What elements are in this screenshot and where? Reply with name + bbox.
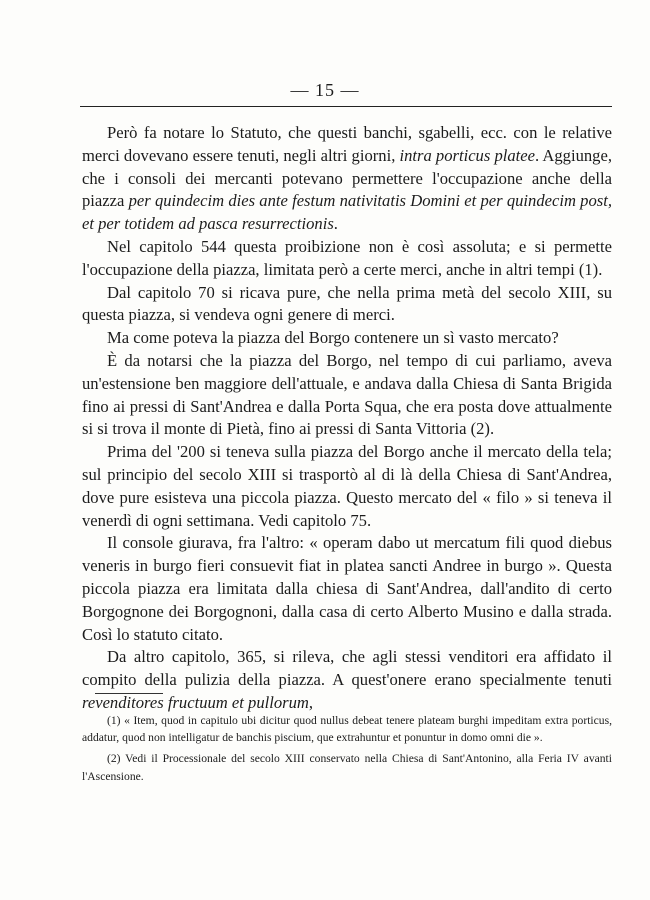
latin-quote: per quindecim dies ante festum nativitatis Domini et per quindecim post, et per totidem ad pasca resurrectionis xyxy=(82,191,612,234)
header-rule xyxy=(80,106,612,107)
text-run: Ma come poteva la piazza del Borgo contenere un sì vasto mercato? xyxy=(107,328,559,348)
text-run: Da altro capitolo, 365, si rileva, che agli stessi venditori era affidato il compito della pulizia della piazza. A quest'onere erano specialmente tenuti xyxy=(82,647,612,690)
text-run: Nel capitolo 544 questa proibizione non è così assoluta; e si permette l'occupazione della piazza, limitata però a certe merci, anche in altri tempi (1). xyxy=(82,236,612,279)
latin-quote: intra porticus platee xyxy=(399,145,536,165)
paragraph xyxy=(82,350,612,441)
paragraph xyxy=(82,236,612,282)
page-number: — 15 — xyxy=(290,80,360,100)
paragraph xyxy=(82,441,612,532)
paragraph xyxy=(82,532,612,646)
text-run: Però fa notare lo Statuto, che questi banchi, sgabelli, ecc. con le relative merci dovevano essere tenuti, negli altri giorni, xyxy=(82,123,612,165)
paragraph xyxy=(82,327,612,350)
text-run: . xyxy=(333,214,338,234)
footnote-rule xyxy=(95,693,163,694)
latin-quote: revenditores fructuum et pullorum xyxy=(82,692,309,712)
text-run: Prima del '200 si teneva sulla piazza del Borgo anche il mercato della tela; sul principio del secolo XIII si trasportò al di là della Chiesa di Sant'Andrea, dove pure esisteva una piccola piazza. Questo mercato del « filo » si teneva il venerdì di ogni settimana. Vedi capitolo 75. xyxy=(82,442,612,530)
text-run: , xyxy=(308,692,314,712)
body-text xyxy=(82,122,612,715)
footnotes xyxy=(82,712,612,789)
text-run: È da notarsi che la piazza del Borgo, nel tempo di cui parliamo, aveva un'estensione ben maggiore dell'attuale, e andava dalla Chiesa di Santa Brigida fino ai pressi di Sant'Andrea e dalla Porta Squa, che era posta dove attualmente si si trova il monte di Pietà, fino ai pressi di Santa Vittoria (2). xyxy=(82,350,612,439)
paragraph xyxy=(82,122,612,236)
footnote: (2) Vedi il Processionale del secolo XIII conservato nella Chiesa di Sant'Antonino, alla Feria IV avanti l'Ascensione. xyxy=(82,752,612,783)
text-run: Il console giurava, fra l'altro: « operam dabo ut mercatum fili quod diebus veneris in burgo fieri consuevit fiat in platea sancti Andree in burgo ». Questa piccola piazza era limitata dalla chiesa di Sant'Andrea, dall'andito di certo Borgognone dei Borgognoni, dalla casa di certo Alberto Musino e dalla strada. Così lo statuto citato. xyxy=(82,533,612,644)
text-run: Dal capitolo 70 si ricava pure, che nella prima metà del secolo XIII, su questa piazza, si vendeva ogni genere di merci. xyxy=(82,282,612,325)
text-run: . Aggiunge, che i consoli dei mercanti potevano permettere l'occupazione anche della piazza xyxy=(82,145,612,211)
footnote: (1) « Item, quod in capitulo ubi dicitur quod nullus debeat tenere plateam burghi impeditam extra porticus, addatur, quod non intelligatur de banchis piscium, que extrahuntur et ponuntur in domo omni die ». xyxy=(82,714,612,745)
paragraph xyxy=(82,282,612,328)
paragraph xyxy=(82,646,612,714)
